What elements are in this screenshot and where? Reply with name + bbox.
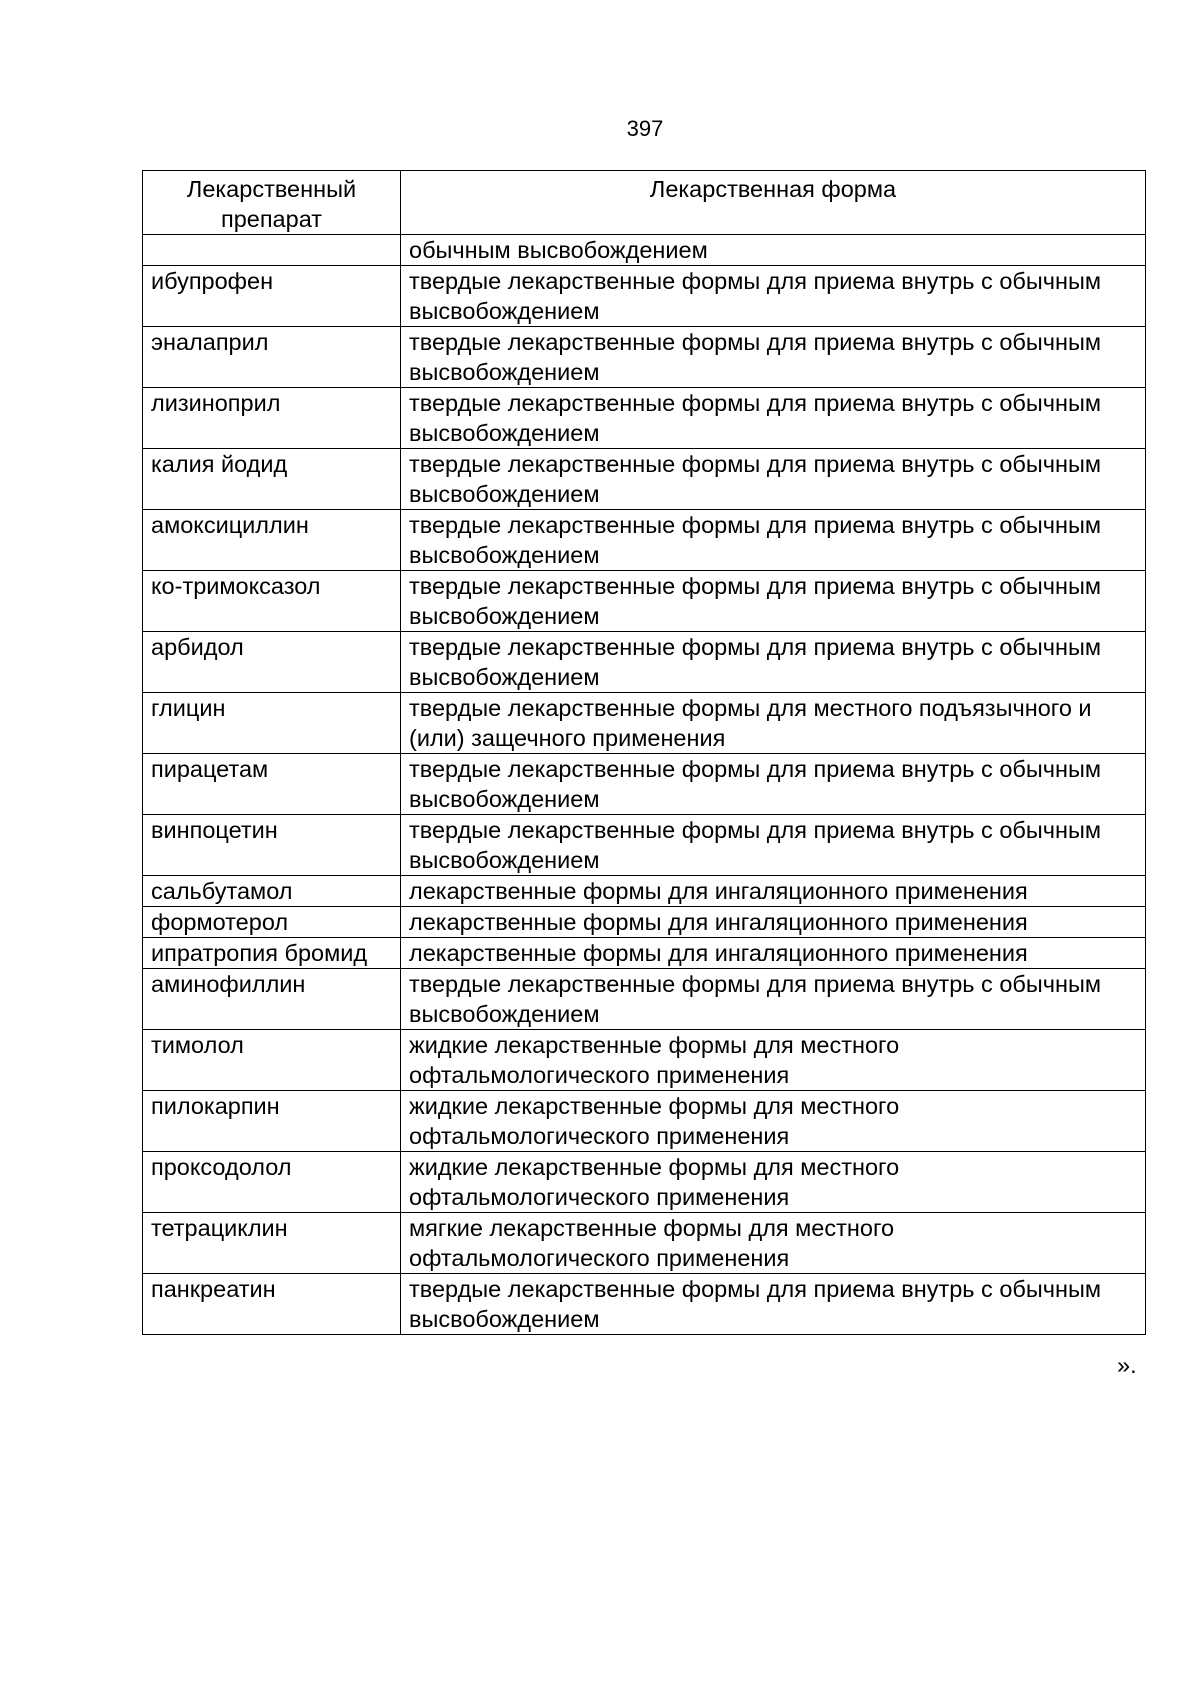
form-cell: твердые лекарственные формы для приема внутрь с обычным высвобождением xyxy=(401,632,1146,693)
table-row xyxy=(143,235,1146,266)
table-row xyxy=(143,693,1146,754)
drug-cell xyxy=(143,235,401,266)
drug-cell: пирацетам xyxy=(143,754,401,815)
form-cell: твердые лекарственные формы для приема внутрь с обычным высвобождением xyxy=(401,449,1146,510)
table-row xyxy=(143,815,1146,876)
drug-cell: тимолол xyxy=(143,1030,401,1091)
drug-cell: калия йодид xyxy=(143,449,401,510)
form-cell: твердые лекарственные формы для приема внутрь с обычным высвобождением xyxy=(401,266,1146,327)
form-cell: жидкие лекарственные формы для местного офтальмологического применения xyxy=(401,1152,1146,1213)
drug-cell: ипратропия бромид xyxy=(143,938,401,969)
drug-cell: тетрациклин xyxy=(143,1213,401,1274)
table-row xyxy=(143,1274,1146,1335)
form-cell: твердые лекарственные формы для приема внутрь с обычным высвобождением xyxy=(401,1274,1146,1335)
form-cell: твердые лекарственные формы для приема внутрь с обычным высвобождением xyxy=(401,571,1146,632)
table-row xyxy=(143,969,1146,1030)
table-row xyxy=(143,1152,1146,1213)
drug-cell: арбидол xyxy=(143,632,401,693)
form-cell: твердые лекарственные формы для местного подъязычного и (или) защечного применения xyxy=(401,693,1146,754)
drug-cell: проксодолол xyxy=(143,1152,401,1213)
drug-cell: пилокарпин xyxy=(143,1091,401,1152)
drug-cell: винпоцетин xyxy=(143,815,401,876)
drug-cell: амоксициллин xyxy=(143,510,401,571)
drug-cell: панкреатин xyxy=(143,1274,401,1335)
table-row xyxy=(143,754,1146,815)
table-row xyxy=(143,907,1146,938)
form-cell: мягкие лекарственные формы для местного офтальмологического применения xyxy=(401,1213,1146,1274)
table-row xyxy=(143,938,1146,969)
table-row xyxy=(143,1030,1146,1091)
form-cell: обычным высвобождением xyxy=(401,235,1146,266)
form-cell: твердые лекарственные формы для приема внутрь с обычным высвобождением xyxy=(401,388,1146,449)
drug-cell: ко-тримоксазол xyxy=(143,571,401,632)
drug-cell: сальбутамол xyxy=(143,876,401,907)
header-drug: Лекарственный препарат xyxy=(143,171,401,235)
form-cell: твердые лекарственные формы для приема внутрь с обычным высвобождением xyxy=(401,510,1146,571)
drug-cell: ибупрофен xyxy=(143,266,401,327)
form-cell: твердые лекарственные формы для приема внутрь с обычным высвобождением xyxy=(401,754,1146,815)
table-row xyxy=(143,1091,1146,1152)
table-row xyxy=(143,327,1146,388)
form-cell: лекарственные формы для ингаляционного применения xyxy=(401,876,1146,907)
form-cell: жидкие лекарственные формы для местного офтальмологического применения xyxy=(401,1030,1146,1091)
form-cell: лекарственные формы для ингаляционного применения xyxy=(401,938,1146,969)
drug-cell: эналаприл xyxy=(143,327,401,388)
drug-cell: глицин xyxy=(143,693,401,754)
page-number: 397 xyxy=(626,116,664,141)
table-row xyxy=(143,388,1146,449)
table-row xyxy=(143,510,1146,571)
table-row xyxy=(143,266,1146,327)
form-cell: жидкие лекарственные формы для местного офтальмологического применения xyxy=(401,1091,1146,1152)
table-row xyxy=(143,876,1146,907)
table-row xyxy=(143,571,1146,632)
drug-cell: лизиноприл xyxy=(143,388,401,449)
drug-form-table xyxy=(142,170,1146,1335)
table-row xyxy=(143,449,1146,510)
table-row xyxy=(143,632,1146,693)
form-cell: твердые лекарственные формы для приема внутрь с обычным высвобождением xyxy=(401,969,1146,1030)
form-cell: твердые лекарственные формы для приема внутрь с обычным высвобождением xyxy=(401,815,1146,876)
table-row xyxy=(143,1213,1146,1274)
closing-quote-mark: ». xyxy=(1117,1352,1137,1378)
header-form: Лекарственная форма xyxy=(401,171,1146,235)
form-cell: лекарственные формы для ингаляционного применения xyxy=(401,907,1146,938)
drug-cell: формотерол xyxy=(143,907,401,938)
drug-cell: аминофиллин xyxy=(143,969,401,1030)
table-header-row xyxy=(143,171,1146,235)
form-cell: твердые лекарственные формы для приема внутрь с обычным высвобождением xyxy=(401,327,1146,388)
